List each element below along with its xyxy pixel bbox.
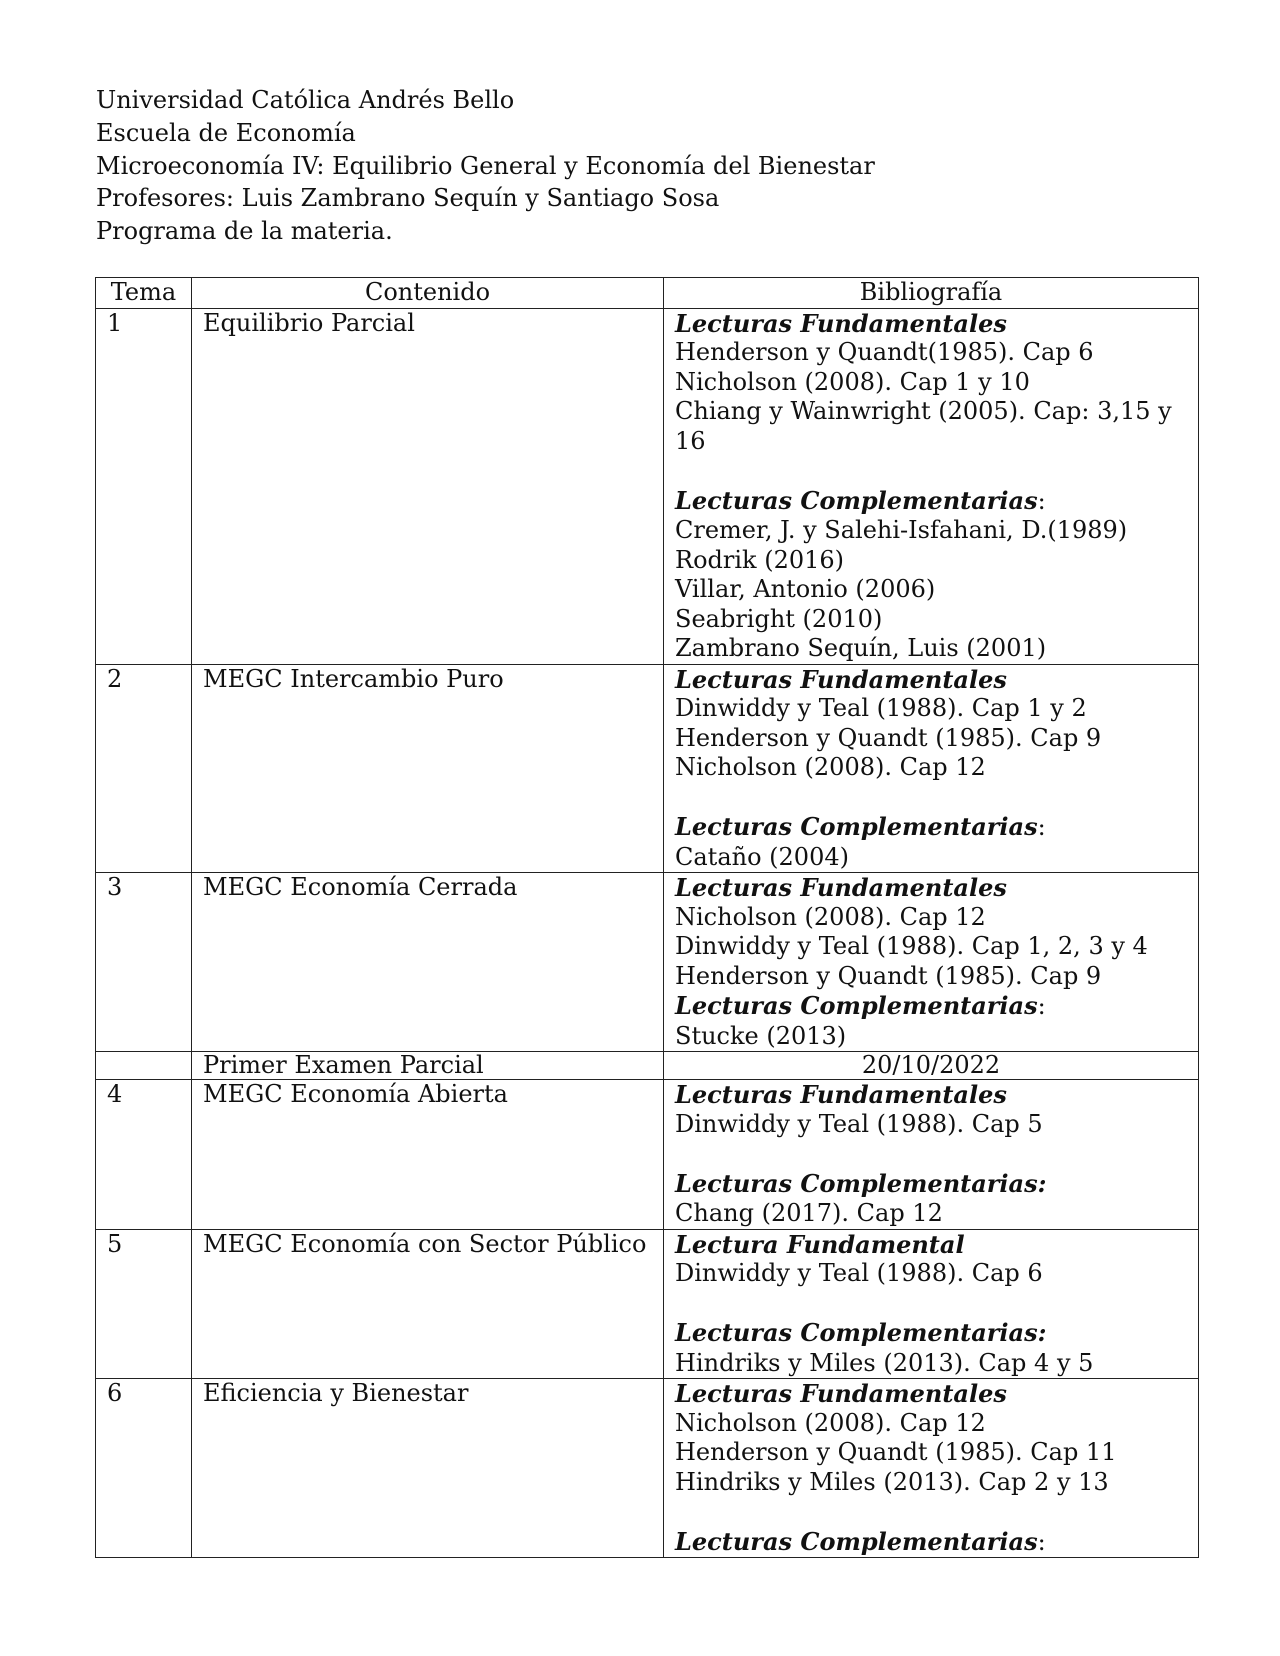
complementary-heading: Lecturas Complementarias:: [675, 991, 1046, 1020]
spacer: [675, 1139, 1187, 1169]
header-bibliografia: Bibliografía: [664, 278, 1199, 309]
table-row: [96, 1229, 1199, 1379]
reading-item: Villar, Antonio (2006): [675, 575, 936, 603]
reading-item: Rodrik (2016): [675, 545, 845, 574]
complementary-heading: Lecturas Complementarias:: [675, 1526, 1046, 1556]
fundamental-heading: Lecturas Fundamentales: [675, 664, 1007, 694]
reading-item: Hindriks y Miles (2013). Cap 4 y 5: [675, 1348, 1094, 1377]
reading-item: Hindriks y Miles (2013). Cap 2 y 13: [675, 1467, 1109, 1496]
tema-number: 1: [96, 308, 192, 664]
document-header: [96, 84, 875, 248]
reading-item: Nicholson (2008). Cap 12: [675, 902, 986, 931]
bibliografia-cell: [664, 1379, 1199, 1558]
reading-item: Seabright (2010): [675, 604, 883, 633]
table-row: [96, 1379, 1199, 1558]
spacer: [675, 1289, 1187, 1319]
spacer: [675, 783, 1187, 813]
fundamental-heading: Lecturas Fundamentales: [675, 873, 1007, 902]
reading-item: Chang (2017). Cap 12: [675, 1199, 943, 1227]
complementary-heading: Lecturas Complementarias:: [675, 485, 1046, 515]
tema-number: 3: [96, 873, 192, 1052]
reading-item: Stucke (2013): [675, 1021, 847, 1050]
reading-item: Cataño (2004): [675, 842, 849, 871]
table-header-row: [96, 278, 1199, 309]
reading-item: Dinwiddy y Teal (1988). Cap 5: [675, 1109, 1043, 1138]
tema-number: 5: [96, 1229, 192, 1379]
bibliografia-cell: [664, 664, 1199, 873]
bibliografia-cell: [664, 1229, 1199, 1379]
spacer: [675, 1497, 1187, 1527]
complementary-heading: Lecturas Complementarias:: [675, 812, 1046, 841]
program-line: Programa de la materia.: [96, 217, 393, 246]
tema-number: 2: [96, 664, 192, 873]
contenido-cell: Eficiencia y Bienestar: [192, 1379, 664, 1558]
fundamental-heading: Lecturas Fundamentales: [675, 1379, 1007, 1408]
program-table: [95, 277, 1199, 1558]
fundamental-heading: Lecturas Fundamentales: [675, 308, 1007, 338]
course-title: Microeconomía IV: Equilibrio General y Economía del Bienestar: [96, 151, 875, 180]
table-row: [96, 873, 1199, 1052]
header-tema: Tema: [96, 278, 192, 309]
exam-tema-empty: [96, 1052, 192, 1080]
bibliografia-cell: [664, 1080, 1199, 1230]
reading-item: Cremer, J. y Salehi-Isfahani, D.(1989): [675, 516, 1128, 544]
complementary-heading: Lecturas Complementarias:: [675, 1318, 1047, 1347]
contenido-cell: MEGC Intercambio Puro: [192, 664, 664, 873]
reading-item: Dinwiddy y Teal (1988). Cap 6: [675, 1259, 1043, 1287]
university-name: Universidad Católica Andrés Bello: [96, 86, 515, 114]
reading-item: Dinwiddy y Teal (1988). Cap 1, 2, 3 y 4: [675, 932, 1148, 960]
bibliografia-cell: [664, 873, 1199, 1052]
tema-number: 6: [96, 1379, 192, 1558]
tema-number: 4: [96, 1080, 192, 1230]
table-row: [96, 664, 1199, 873]
contenido-cell: MEGC Economía Abierta: [192, 1080, 664, 1230]
reading-item: Henderson y Quandt(1985). Cap 6: [675, 338, 1094, 366]
contenido-cell: Equilibrio Parcial: [192, 308, 664, 664]
spacer: [675, 456, 1187, 486]
table-row: [96, 1080, 1199, 1230]
fundamental-heading: Lectura Fundamental: [675, 1229, 965, 1259]
complementary-heading: Lecturas Complementarias:: [675, 1168, 1047, 1198]
reading-item: Chiang y Wainwright (2005). Cap: 3,15 y 16: [675, 397, 1172, 455]
reading-item: Henderson y Quandt (1985). Cap 11: [675, 1438, 1117, 1466]
school-name: Escuela de Economía: [96, 118, 356, 147]
contenido-cell: MEGC Economía con Sector Público: [192, 1229, 664, 1379]
exam-label: Primer Examen Parcial: [192, 1052, 664, 1080]
reading-item: Zambrano Sequín, Luis (2001): [675, 634, 1047, 662]
reading-item: Nicholson (2008). Cap 12: [675, 753, 986, 781]
exam-row: [96, 1052, 1199, 1080]
header-contenido: Contenido: [192, 278, 664, 309]
reading-item: Henderson y Quandt (1985). Cap 9: [675, 961, 1102, 990]
reading-item: Nicholson (2008). Cap 1 y 10: [675, 367, 1030, 396]
bibliografia-cell: [664, 308, 1199, 664]
reading-item: Henderson y Quandt (1985). Cap 9: [675, 723, 1102, 752]
contenido-cell: MEGC Economía Cerrada: [192, 873, 664, 1052]
reading-item: Dinwiddy y Teal (1988). Cap 1 y 2: [675, 694, 1087, 722]
exam-date: 20/10/2022: [664, 1052, 1199, 1080]
table-row: [96, 308, 1199, 664]
reading-item: Nicholson (2008). Cap 12: [675, 1408, 986, 1437]
professors-line: Profesores: Luis Zambrano Sequín y Santiago Sosa: [96, 184, 720, 213]
fundamental-heading: Lecturas Fundamentales: [675, 1080, 1007, 1109]
